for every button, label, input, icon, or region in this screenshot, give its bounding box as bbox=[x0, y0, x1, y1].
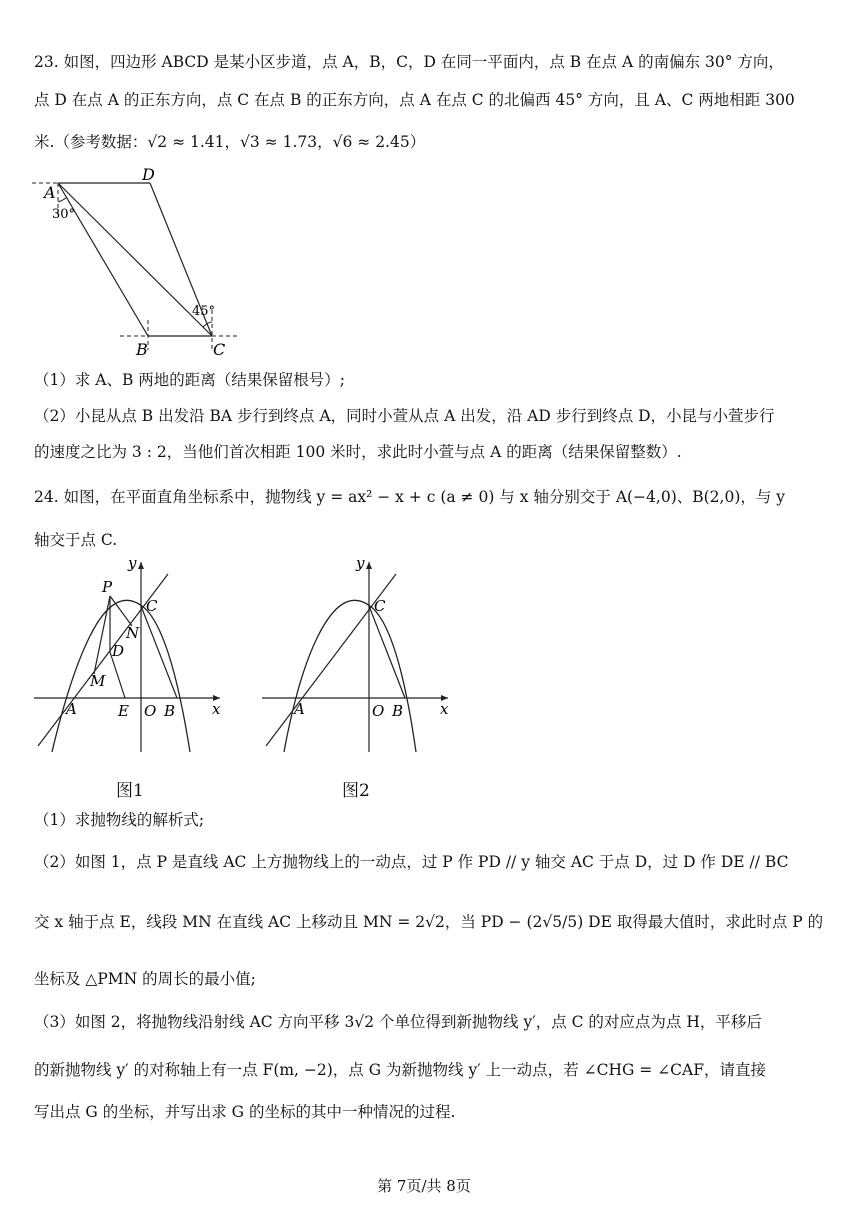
y-axis-arrow bbox=[138, 562, 144, 569]
fig2-caption: 图2 bbox=[342, 781, 370, 801]
q23-part1: （1）求 A、B 两地的距离（结果保留根号）; bbox=[34, 371, 346, 389]
label-n: N bbox=[126, 624, 140, 642]
page-footer: 第 7页/共 8页 bbox=[377, 1177, 471, 1195]
angle-label-30: 30° bbox=[52, 207, 76, 222]
q24-part3-line2: 的新抛物线 y′ 的对称轴上有一点 F(m, −2)，点 G 为新抛物线 y′ 上一动点，若 ∠CHG = ∠CAF，请直接 bbox=[34, 1061, 766, 1079]
q23-line3: 米.（参考数据：√2 ≈ 1.41，√3 ≈ 1.73，√6 ≈ 2.45） bbox=[34, 133, 426, 151]
label-b: B bbox=[164, 702, 176, 720]
segment-bc bbox=[141, 606, 177, 698]
angle-arc-30 bbox=[58, 197, 67, 202]
q23-figure bbox=[20, 160, 260, 360]
label-a: A bbox=[44, 183, 56, 202]
label-a: A bbox=[66, 700, 77, 718]
label-a: A bbox=[294, 700, 305, 718]
label-b: B bbox=[392, 702, 404, 720]
q23-line1: 23. 如图，四边形 ABCD 是某小区步道，点 A，B，C，D 在同一平面内，点 B 在点 A 的南偏东 30° 方向， bbox=[34, 53, 784, 71]
label-c: C bbox=[146, 597, 158, 615]
parabola bbox=[52, 600, 190, 752]
q24-figure1 bbox=[30, 556, 230, 756]
label-y: y bbox=[128, 554, 137, 572]
label-y: y bbox=[356, 554, 365, 572]
q24-part3-line1: （3）如图 2，将抛物线沿射线 AC 方向平移 3√2 个单位得到新抛物线 y′，点 C 的对应点为点 H，平移后 bbox=[34, 1013, 762, 1031]
label-d: D bbox=[142, 165, 155, 184]
q23-line2: 点 D 在点 A 的正东方向，点 C 在点 B 的正东方向，点 A 在点 C 的北偏西 45° 方向，且 A、C 两地相距 300 bbox=[34, 91, 795, 109]
segment-bc bbox=[369, 606, 405, 698]
angle-label-45: 45° bbox=[192, 304, 216, 319]
q24-part2-line2: 交 x 轴于点 E，线段 MN 在直线 AC 上移动且 MN = 2√2，当 PD − (2√5/5) DE 取得最大值时，求此时点 P 的 bbox=[34, 913, 824, 931]
label-o: O bbox=[372, 702, 385, 720]
q23-part2-line2: 的速度之比为 3 : 2，当他们首次相距 100 米时，求此时小萱与点 A 的距离（结果保留整数）. bbox=[34, 443, 682, 461]
q24-part2-line3: 坐标及 △PMN 的周长的最小值; bbox=[34, 970, 256, 988]
label-x: x bbox=[212, 700, 221, 718]
y-axis-arrow bbox=[366, 562, 372, 569]
label-x: x bbox=[440, 700, 449, 718]
label-e: E bbox=[118, 702, 129, 720]
q23-part2-line1: （2）小昆从点 B 出发沿 BA 步行到终点 A，同时小萱从点 A 出发，沿 AD 步行到终点 D，小昆与小萱步行 bbox=[34, 407, 775, 425]
label-o: O bbox=[144, 702, 157, 720]
label-p: P bbox=[102, 578, 113, 596]
q24-line1: 24. 如图，在平面直角坐标系中，抛物线 y = ax² − x + c (a ≠ 0) 与 x 轴分别交于 A(−4,0)、B(2,0)，与 y bbox=[34, 488, 786, 506]
label-c: C bbox=[374, 597, 386, 615]
label-m: M bbox=[90, 672, 106, 690]
q24-figure2 bbox=[258, 556, 458, 756]
q24-line2: 轴交于点 C. bbox=[34, 531, 118, 549]
q24-part2-line1: （2）如图 1，点 P 是直线 AC 上方抛物线上的一动点，过 P 作 PD // y 轴交 AC 于点 D，过 D 作 DE // BC bbox=[34, 853, 789, 871]
label-b: B bbox=[136, 340, 148, 359]
q24-part3-line3: 写出点 G 的坐标，并写出求 G 的坐标的其中一种情况的过程. bbox=[34, 1103, 456, 1121]
label-c: C bbox=[213, 340, 226, 359]
label-d: D bbox=[112, 642, 125, 660]
q24-part1: （1）求抛物线的解析式; bbox=[34, 811, 205, 829]
fig1-caption: 图1 bbox=[116, 781, 144, 801]
